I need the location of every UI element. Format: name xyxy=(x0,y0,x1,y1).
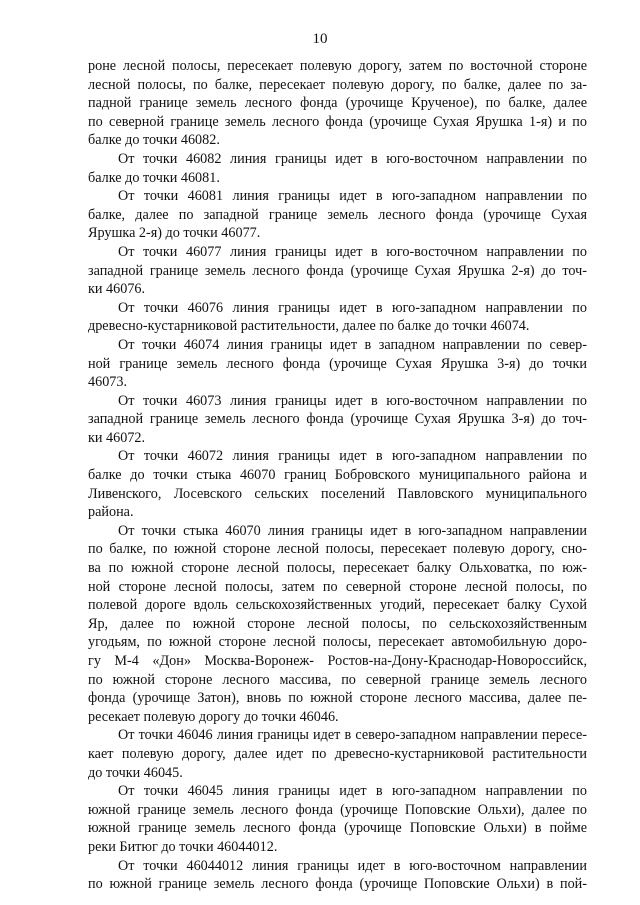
text-line: ной границе земель лесного фонда (урочище Сухая Ярушка 3-я) до точки xyxy=(88,355,587,372)
text-line: балке, далее по западной границе земель лесного фонда (урочище Сухая xyxy=(88,206,587,223)
text-line: гу М-4 «Дон» Москва-Воронеж- Ростов-на-Дону-Краснодар-Новороссийск, xyxy=(88,653,587,669)
paragraph xyxy=(88,150,587,187)
text-line: От точки 46077 линия границы идет в юго-восточном направлении по xyxy=(118,243,587,260)
text-line: полевой дороге вдоль сельскохозяйственных угодий, пересекает балку Сухой xyxy=(88,597,587,614)
text-line: фонда (урочище Затон), вновь по южной стороне лесного массива, далее пе- xyxy=(88,690,587,707)
text-line: роне лесной полосы, пересекает полевую дорогу, затем по восточной стороне xyxy=(88,58,587,74)
paragraph xyxy=(88,57,587,150)
text-line: западной границе земель лесного фонда (урочище Сухая Ярушка 2-я) до точ- xyxy=(88,262,587,279)
text-line: От точки 46046 линия границы идет в северо-западном направлении пересе- xyxy=(118,727,587,744)
text-line: южной границе земель лесного фонда (урочище Поповские Ольхи) в пойме xyxy=(88,820,587,837)
text-line: по северной границе земель лесного фонда (урочище Сухая Ярушка 1-я) и по xyxy=(88,113,587,130)
paragraph xyxy=(88,782,587,856)
text-line: ки 46076. xyxy=(88,281,146,298)
paragraph xyxy=(88,726,587,782)
document-body xyxy=(88,57,587,894)
text-line: балке до точки 46081. xyxy=(88,169,220,186)
text-line: реки Битюг до точки 46044012. xyxy=(88,838,278,855)
text-line: по балке, по южной стороне лесной полосы, пересекает полевую дорогу, сно- xyxy=(88,541,587,558)
text-line: 46073. xyxy=(88,374,128,391)
text-line: От точки 46044012 линия границы идет в юго-восточном направлении xyxy=(118,857,587,874)
text-line: ки 46072. xyxy=(88,429,146,446)
text-line: по южной границе земель лесного фонда (урочище Поповские Ольхи) в пой- xyxy=(88,876,587,893)
text-line: по южной стороне лесного массива, по северной границе земель лесного xyxy=(88,671,587,688)
text-line: От точки 46045 линия границы идет в юго-западном направлении по xyxy=(118,783,587,800)
text-line: древесно-кустарниковой растительности, далее по балке до точки 46074. xyxy=(88,318,530,335)
text-line: От точки 46081 линия границы идет в юго-западном направлении по xyxy=(118,188,587,205)
paragraph xyxy=(88,187,587,243)
paragraph xyxy=(88,447,587,521)
text-line: балке до точки 46082. xyxy=(88,132,220,149)
text-line: От точки 46076 линия границы идет в юго-западном направлении по xyxy=(118,299,587,316)
page-number: 10 xyxy=(312,31,328,47)
text-line: От точки 46072 линия границы идет в юго-западном направлении по xyxy=(118,448,587,465)
text-line: От точки 46074 линия границы идет в западном направлении по север- xyxy=(118,336,587,353)
text-line: ресекает полевую дорогу до точки 46046. xyxy=(88,708,339,725)
text-line: района. xyxy=(88,504,134,521)
text-line: От точки 46082 линия границы идет в юго-восточном направлении по xyxy=(118,150,587,167)
text-line: От точки стыка 46070 линия границы идет в юго-западном направлении xyxy=(118,522,587,539)
text-line: Ливенского, Лосевского сельских поселений Павловского муниципального xyxy=(88,485,587,502)
text-line: От точки 46073 линия границы идет в юго-восточном направлении по xyxy=(118,392,587,409)
text-line: Яр, далее по южной стороне лесной полосы, по сельскохозяйственным xyxy=(88,615,587,632)
paragraph xyxy=(88,522,587,727)
paragraph xyxy=(88,336,587,392)
paragraph xyxy=(88,299,587,336)
text-line: балке до точки стыка 46070 границ Бобровского муниципального района и xyxy=(88,467,587,484)
text-line: лесной полосы, по балке, пересекает полевую дорогу, по балке, далее по за- xyxy=(88,76,587,93)
paragraph xyxy=(88,392,587,448)
text-line: до точки 46045. xyxy=(88,764,183,781)
paragraph xyxy=(88,243,587,299)
text-line: западной границе земель лесного фонда (урочище Сухая Ярушка 3-я) до точ- xyxy=(88,411,587,428)
text-line: южной границе земель лесного фонда (урочище Поповские Ольхи), далее по xyxy=(88,801,587,818)
text-line: ной стороне лесной полосы, затем по северной стороне лесной полосы, по xyxy=(88,578,587,595)
paragraph xyxy=(88,857,587,894)
text-line: ва по южной стороне лесной полосы, пересекает балку Ольховатка, по юж- xyxy=(88,560,587,577)
text-line: падной границе земель лесного фонда (урочище Крученое), по балке, далее xyxy=(88,95,587,112)
text-line: Ярушка 2-я) до точки 46077. xyxy=(88,225,261,242)
text-line: кает полевую дорогу, далее идет по древесно-кустарниковой растительности xyxy=(88,745,587,762)
text-line: угодьям, по южной стороне лесной полосы, пересекает автомобильную доро- xyxy=(88,634,587,651)
